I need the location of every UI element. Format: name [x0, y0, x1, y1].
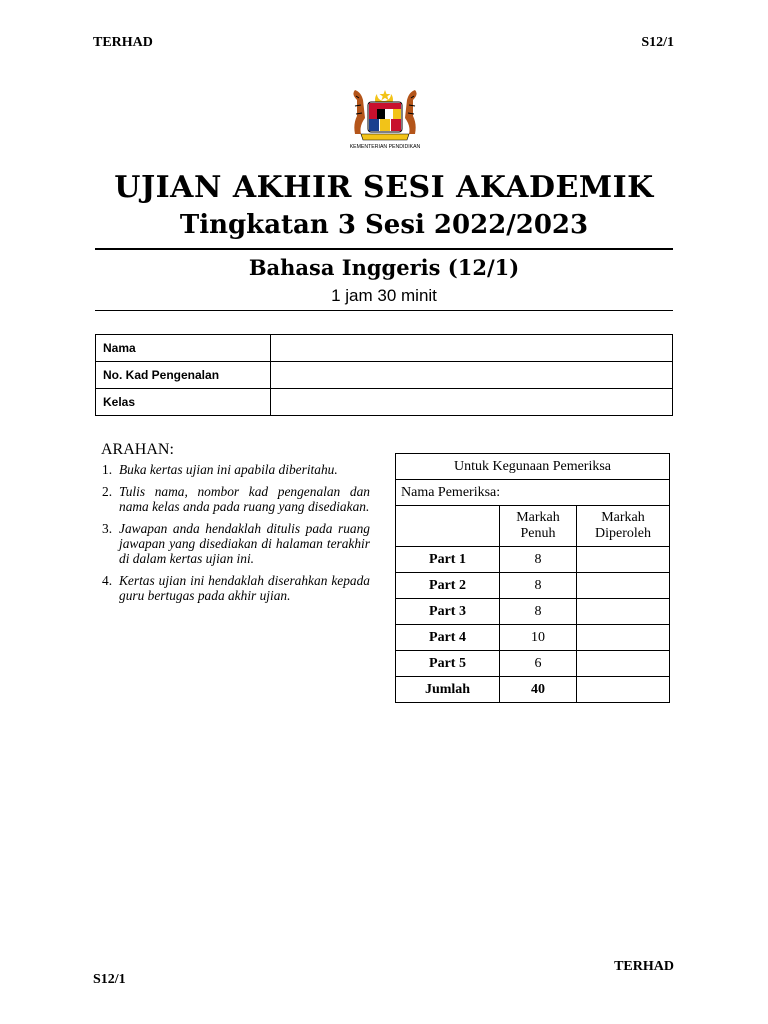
ic-number-field[interactable]	[271, 362, 673, 389]
examiner-table-title: Untuk Kegunaan Pemeriksa	[396, 454, 670, 480]
exam-duration: 1 jam 30 minit	[331, 286, 437, 305]
ministry-crest-logo	[335, 88, 435, 150]
marks-row	[396, 547, 670, 573]
subject-divider	[95, 310, 673, 311]
obtained-marks-header: Markah Diperoleh	[577, 506, 670, 547]
instruction-text: Tulis nama, nombor kad pengenalan dan nama kelas anda pada ruang yang disediakan.	[119, 484, 370, 514]
class-label: Kelas	[96, 389, 271, 416]
part-label: Part 4	[396, 625, 500, 651]
instruction-text: Kertas ujian ini hendaklah diserahkan kepada guru bertugas pada akhir ujian.	[119, 573, 370, 603]
title-divider	[95, 248, 673, 250]
full-marks-value: 8	[500, 573, 577, 599]
instructions-list	[102, 462, 370, 610]
subject-title: Bahasa Inggeris (12/1)	[248, 255, 520, 280]
classification-footer: TERHAD	[614, 959, 674, 974]
instruction-item	[102, 462, 370, 477]
student-row-name	[96, 335, 673, 362]
student-info-table	[95, 334, 673, 416]
full-marks-value: 8	[500, 547, 577, 573]
instruction-item	[102, 521, 370, 566]
part-label: Part 5	[396, 651, 500, 677]
exam-session: Tingkatan 3 Sesi 2022/2023	[179, 210, 589, 240]
instruction-item	[102, 484, 370, 514]
exam-title: UJIAN AKHIR SESI AKADEMIK	[114, 170, 654, 205]
marks-total-row	[396, 677, 670, 703]
paper-code-footer: S12/1	[93, 972, 126, 987]
student-row-class	[96, 389, 673, 416]
part-column-header	[396, 506, 500, 547]
full-marks-value: 10	[500, 625, 577, 651]
obtained-marks-field[interactable]	[577, 573, 670, 599]
obtained-marks-field[interactable]	[577, 651, 670, 677]
instruction-item	[102, 573, 370, 603]
instruction-text: Jawapan anda hendaklah ditulis pada ruang jawapan yang disediakan di halaman terakhir di dalam kertas ujian ini.	[119, 521, 370, 566]
name-field[interactable]	[271, 335, 673, 362]
instruction-number: 4.	[102, 573, 113, 588]
instruction-number: 3.	[102, 521, 113, 536]
class-field[interactable]	[271, 389, 673, 416]
paper-code-header: S12/1	[641, 35, 674, 50]
part-label: Part 2	[396, 573, 500, 599]
obtained-marks-field[interactable]	[577, 599, 670, 625]
examiner-marks-table	[395, 453, 670, 703]
marks-row	[396, 599, 670, 625]
crest-caption: KEMENTERIAN PENDIDIKAN	[349, 144, 421, 150]
total-obtained-field[interactable]	[577, 677, 670, 703]
obtained-marks-field[interactable]	[577, 547, 670, 573]
full-marks-value: 6	[500, 651, 577, 677]
ic-number-label: No. Kad Pengenalan	[96, 362, 271, 389]
marks-row	[396, 573, 670, 599]
full-marks-value: 8	[500, 599, 577, 625]
marks-row	[396, 625, 670, 651]
instruction-text: Buka kertas ujian ini apabila diberitahu.	[119, 462, 338, 477]
marks-row	[396, 651, 670, 677]
instruction-number: 2.	[102, 484, 113, 499]
examiner-name-field[interactable]: Nama Pemeriksa:	[396, 480, 670, 506]
part-label: Part 3	[396, 599, 500, 625]
classification-header: TERHAD	[93, 35, 153, 50]
name-label: Nama	[96, 335, 271, 362]
instruction-number: 1.	[102, 462, 113, 477]
total-full-marks: 40	[500, 677, 577, 703]
total-label: Jumlah	[396, 677, 500, 703]
obtained-marks-field[interactable]	[577, 625, 670, 651]
full-marks-header: Markah Penuh	[500, 506, 577, 547]
instructions-title: ARAHAN:	[101, 441, 174, 458]
part-label: Part 1	[396, 547, 500, 573]
student-row-ic	[96, 362, 673, 389]
